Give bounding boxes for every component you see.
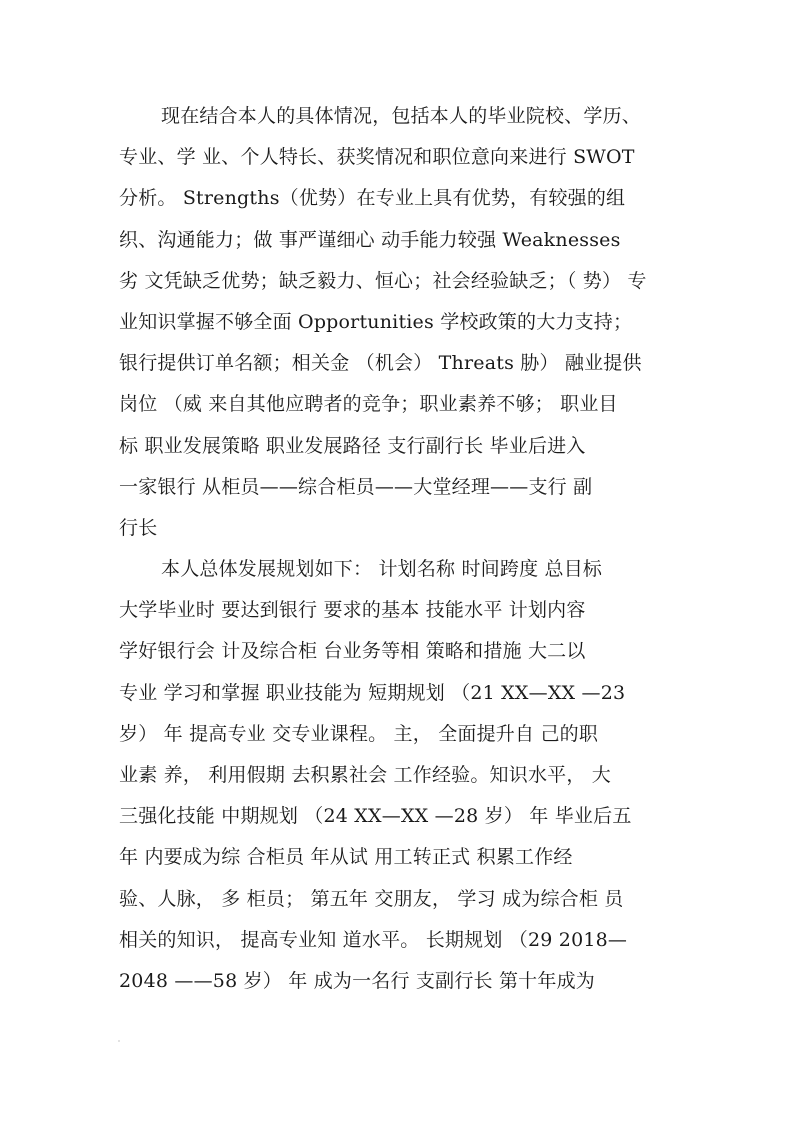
- text-line: 银行提供订单名额；相关金 （机会） Threats 胁） 融业提供: [119, 352, 642, 375]
- text-line: 大学毕业时 要达到银行 要求的基本 技能水平 计划内容: [119, 599, 586, 622]
- text-line: 标 职业发展策略 职业发展路径 支行副行长 毕业后进入: [119, 434, 586, 457]
- text-line: 分析。 Strengths（优势）在专业上具有优势，有较强的组: [119, 187, 626, 210]
- text-line: 现在结合本人的具体情况，包括本人的毕业院校、学历、: [161, 105, 642, 127]
- text-line: 2048 ——58 岁） 年 成为一名行 支副行长 第十年成为: [119, 969, 595, 992]
- page-corner-mark: [118, 1040, 120, 1042]
- text-line: 行长: [119, 516, 158, 539]
- text-line: 岁） 年 提高专业 交专业课程。 主， 全面提升自 己的职: [119, 722, 599, 745]
- text-line: 专业 学习和掌握 职业技能为 短期规划 （21 XX—XX —23: [119, 681, 626, 704]
- paragraph-swot: [119, 96, 679, 549]
- text-line: 业知识掌握不够全面 Opportunities 学校政策的大力支持；: [119, 310, 633, 333]
- text-line: 年 内要成为综 合柜员 年从试 用工转正式 积累工作经: [119, 846, 573, 869]
- text-line: 相关的知识， 提高专业知 道水平。 长期规划 （29 2018—: [119, 928, 628, 951]
- text-line: 验、人脉， 多 柜员； 第五年 交朋友， 学习 成为综合柜 员: [119, 887, 624, 910]
- text-line: 专业、学 业、个人特长、获奖情况和职位意向来进行 SWOT: [119, 146, 635, 169]
- paragraph-development-plan: [119, 549, 679, 1002]
- text-line: 岗位 （威 来自其他应聘者的竞争；职业素养不够； 职业目: [119, 393, 618, 416]
- text-line: 织、沟通能力；做 事严谨细心 动手能力较强 Weaknesses: [119, 228, 621, 251]
- text-line: 本人总体发展规划如下： 计划名称 时间跨度 总目标: [161, 558, 603, 581]
- text-line: 业素 养， 利用假期 去积累社会 工作经验。知识水平， 大: [119, 764, 611, 786]
- text-line: 学好银行会 计及综合柜 台业务等相 策略和措施 大二以: [119, 640, 586, 663]
- text-line: 三强化技能 中期规划 （24 XX—XX —28 岁） 年 毕业后五: [119, 805, 632, 828]
- text-line: 一家银行 从柜员——综合柜员——大堂经理——支行 副: [119, 475, 593, 498]
- text-line: 劣 文凭缺乏优势；缺乏毅力、恒心；社会经验缺乏；（ 势） 专: [119, 269, 647, 292]
- document-body: [119, 96, 679, 1002]
